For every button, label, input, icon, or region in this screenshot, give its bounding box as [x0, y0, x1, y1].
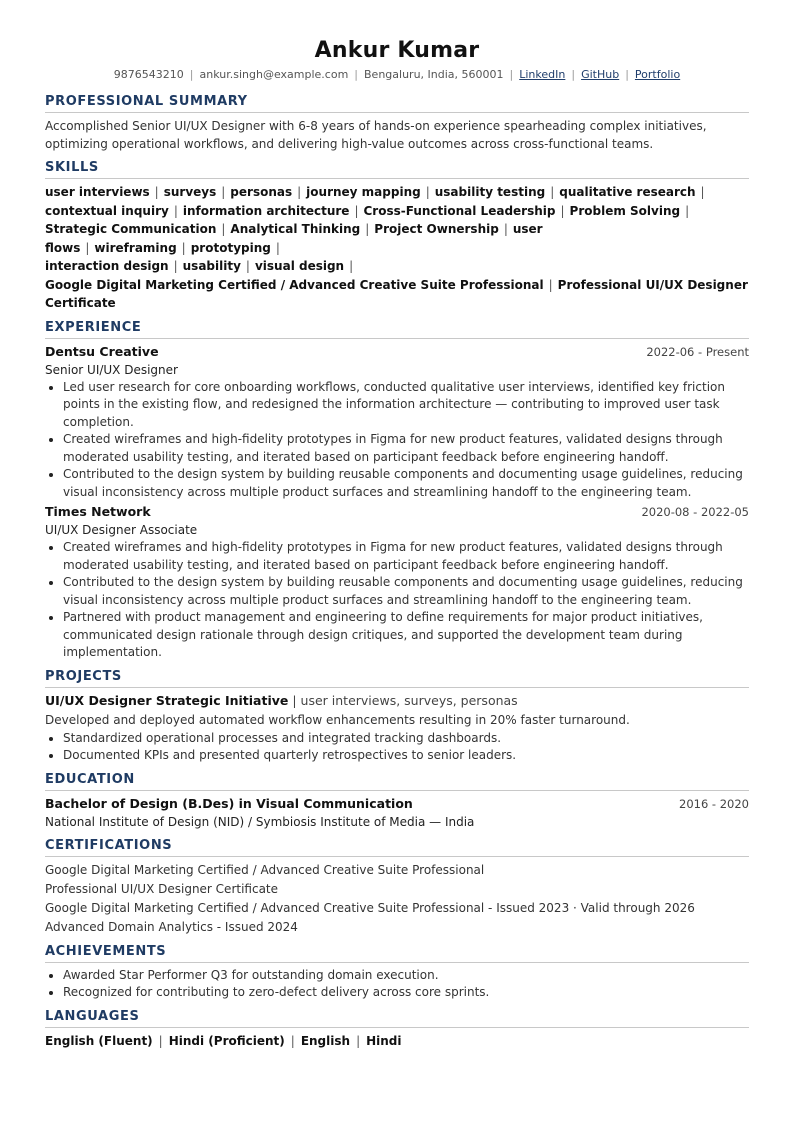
github-link[interactable]: GitHub [581, 68, 620, 81]
skill-item: prototyping [190, 240, 271, 255]
certification-item: Professional UI/UX Designer Certificate [45, 881, 279, 896]
separator: | [560, 203, 565, 218]
skill-item: Analytical Thinking [230, 222, 361, 236]
list-item: Contributed to the design system by building reusable components and documenting usage guidelines, reducing visual inconsistency across multiple product surfaces and streamlining handoff to the engineering team. [63, 466, 749, 501]
list-item: Partnered with product management and engineering to define requirements for major product initiatives, communicated design rationale through design critiques, and supported the development team during implementation. [63, 609, 749, 662]
separator: | [700, 185, 705, 199]
skill-item: surveys [163, 185, 217, 199]
experience-header [45, 503, 749, 521]
skill-item: user flows [45, 222, 543, 255]
experience-header [45, 343, 749, 361]
language-item: English [300, 1033, 351, 1048]
skill-item: usability testing [434, 185, 546, 199]
phone: 9876543210 [113, 68, 184, 81]
separator: | [221, 222, 226, 236]
separator: | [349, 259, 354, 273]
project-name: UI/UX Designer Strategic Initiative [45, 692, 289, 708]
skill-item: personas [230, 185, 293, 199]
skill-item: interaction design [45, 259, 169, 273]
separator: | [189, 68, 194, 81]
skill-item: information architecture [182, 203, 350, 218]
resume-page [45, 37, 749, 1050]
list-item: Standardized operational processes and integrated tracking dashboards. [63, 730, 749, 748]
experience-list [45, 343, 749, 662]
separator: | [158, 1033, 163, 1048]
section-title-education: EDUCATION [45, 771, 749, 791]
separator: | [181, 240, 186, 255]
list-item: Created wireframes and high-fidelity prototypes in Figma for new product features, validated designs through moderated usability testing, and iterated based on participant feedback before engineering handoff. [63, 539, 749, 574]
certification-item: Google Digital Marketing Certified / Advanced Creative Suite Professional - Issued 2023 · Valid through 2026 [45, 900, 695, 915]
skill-item: visual design [254, 259, 345, 273]
skill-item: qualitative research [559, 185, 696, 199]
section-title-summary: PROFESSIONAL SUMMARY [45, 93, 749, 113]
degree: Bachelor of Design (B.Des) in Visual Communication [45, 795, 413, 811]
language-item: Hindi [366, 1033, 402, 1048]
skill-item: wireframing [94, 240, 177, 255]
job-role: Senior UI/UX Designer [45, 362, 178, 377]
institution: National Institute of Design (NID) / Symbiosis Institute of Media — India [45, 814, 475, 829]
certification-item: Google Digital Marketing Certified / Advanced Creative Suite Professional [45, 862, 485, 877]
experience-entry [45, 343, 749, 502]
language-item: English (Fluent) [45, 1033, 153, 1048]
separator: | [354, 203, 359, 218]
separator: | [509, 68, 514, 81]
separator: | [297, 185, 302, 199]
skill-item: Professional UI/UX Designer Certificate [45, 277, 748, 310]
separator: | [173, 203, 178, 218]
job-role: UI/UX Designer Associate [45, 523, 198, 537]
separator: | [221, 185, 226, 199]
list-item: Created wireframes and high-fidelity prototypes in Figma for new product features, validated designs through moderated usability testing, and iterated based on participant feedback before engineering handoff. [63, 431, 749, 466]
list-item: Awarded Star Performer Q3 for outstanding domain execution. [63, 967, 749, 985]
location: Bengaluru, India, 560001 [364, 68, 504, 81]
language-item: Hindi (Proficient) [168, 1033, 285, 1048]
summary-text: Accomplished Senior UI/UX Designer with 6-8 years of hands-on experience spearheading complex initiatives, optimizing operational workflows, and delivering high-value outcomes across cross-functional teams. [45, 119, 707, 151]
language-list [45, 1032, 749, 1050]
skills-line [45, 183, 749, 202]
project-keywords: | user interviews, surveys, personas [292, 692, 518, 708]
certification-item: Advanced Domain Analytics - Issued 2024 [45, 919, 298, 934]
separator: | [354, 68, 359, 81]
certification-list [45, 861, 749, 937]
separator: | [571, 68, 576, 81]
separator: | [85, 240, 90, 255]
skill-item: contextual inquiry [45, 203, 169, 218]
separator: | [425, 185, 430, 199]
education-dates: 2016 - 2020 [679, 796, 749, 811]
skills-line [45, 202, 749, 221]
list-item: Recognized for contributing to zero-defect delivery across core sprints. [63, 984, 749, 1002]
separator: | [245, 259, 250, 273]
separator: | [503, 222, 508, 236]
skills-line [45, 220, 749, 257]
separator: | [365, 222, 370, 236]
company-name: Dentsu Creative [45, 343, 159, 359]
company-name: Times Network [45, 504, 151, 519]
job-bullets [45, 379, 749, 502]
portfolio-link[interactable]: Portfolio [634, 68, 681, 81]
project-heading [45, 692, 749, 710]
section-title-skills: SKILLS [45, 159, 749, 179]
separator: | [550, 185, 555, 199]
project-description: Developed and deployed automated workflow enhancements resulting in 20% faster turnaround. [45, 712, 630, 727]
skill-item: Problem Solving [569, 203, 681, 218]
skill-item: usability [182, 259, 241, 273]
job-bullets [45, 539, 749, 662]
linkedin-link[interactable]: LinkedIn [519, 68, 566, 81]
skills-line [45, 257, 749, 276]
separator: | [625, 68, 629, 81]
skills-list [45, 183, 749, 313]
skill-item: user interviews [45, 185, 150, 199]
achievement-list [45, 967, 749, 1002]
skill-item: Strategic Communication [45, 222, 217, 236]
education-row [45, 795, 749, 813]
skills-line [45, 276, 749, 313]
contact-line [45, 67, 749, 83]
job-dates: 2022-06 - Present [646, 344, 749, 359]
skill-item: Cross-Functional Leadership [363, 203, 556, 218]
separator: | [685, 203, 690, 218]
section-title-certifications: CERTIFICATIONS [45, 837, 749, 857]
section-title-projects: PROJECTS [45, 668, 749, 688]
list-item: Documented KPIs and presented quarterly retrospectives to senior leaders. [63, 747, 749, 765]
separator: | [290, 1033, 295, 1048]
email: ankur.singh@example.com [199, 68, 349, 81]
job-dates: 2020-08 - 2022-05 [641, 505, 749, 519]
separator: | [154, 185, 159, 199]
skill-item: journey mapping [306, 185, 421, 199]
section-title-experience: EXPERIENCE [45, 319, 749, 339]
skill-item: Project Ownership [374, 222, 499, 236]
section-title-languages: LANGUAGES [45, 1008, 749, 1028]
experience-entry [45, 503, 749, 662]
separator: | [275, 240, 280, 255]
skill-item: Google Digital Marketing Certified / Advanced Creative Suite Professional [45, 277, 544, 292]
list-item: Led user research for core onboarding workflows, conducted qualitative user interviews, identified key friction points in the existing flow, and redesigned the information architecture — contributing to improved user task completion. [63, 379, 749, 432]
project-bullets [45, 730, 749, 765]
section-title-achievements: ACHIEVEMENTS [45, 943, 749, 963]
candidate-name: Ankur Kumar [314, 38, 480, 63]
separator: | [548, 277, 553, 292]
separator: | [356, 1033, 361, 1048]
list-item: Contributed to the design system by building reusable components and documenting usage guidelines, reducing visual inconsistency across multiple product surfaces and streamlining handoff to the engineering team. [63, 574, 749, 609]
separator: | [173, 259, 178, 273]
